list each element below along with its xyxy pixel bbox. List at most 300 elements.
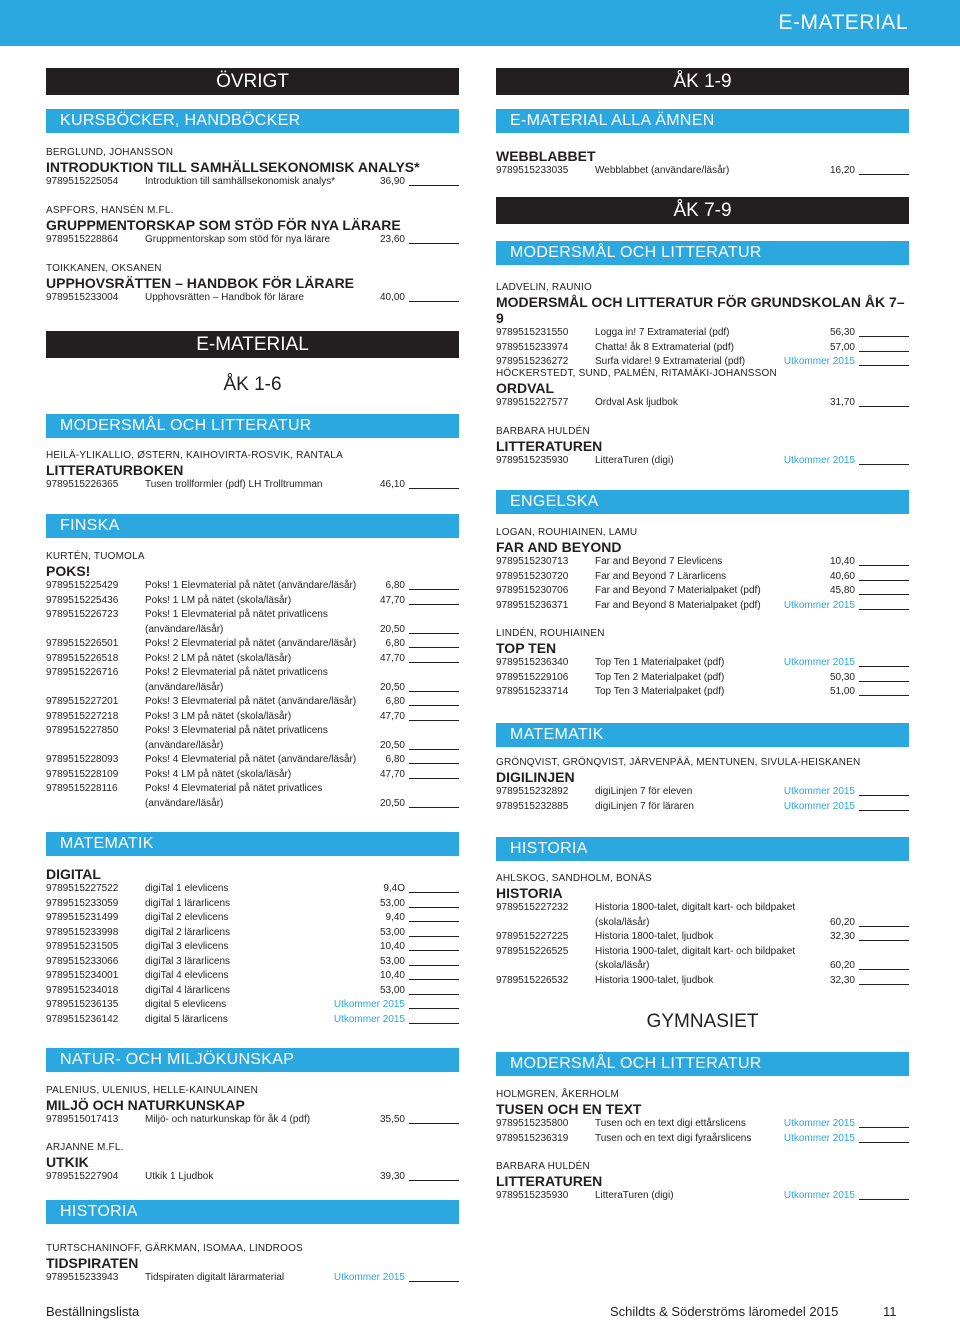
price: 40,00 (379, 292, 405, 303)
product-title: HISTORIA (496, 885, 563, 901)
product-row (46, 652, 459, 667)
quantity-line[interactable] (859, 336, 909, 337)
product-title: ORDVAL (496, 380, 555, 396)
item-description: Webblabbet (användare/läsår) (595, 165, 730, 176)
quantity-line[interactable] (859, 580, 909, 581)
isbn: 9789515235800 (496, 1118, 569, 1129)
product-row (496, 164, 909, 179)
authors: PALENIUS, ULENIUS, HELLE-KAINULAINEN (46, 1085, 259, 1096)
item-description: Historia 1800-talet, ljudbok (595, 931, 714, 942)
quantity-line[interactable] (859, 351, 909, 352)
authors: ARJANNE M.FL. (46, 1142, 124, 1153)
isbn: 9789515230706 (496, 585, 569, 596)
item-description: digiTal 1 lärarlicens (145, 897, 231, 909)
quantity-line[interactable] (859, 940, 909, 941)
product-row (46, 969, 459, 984)
price: 10,40 (379, 941, 405, 952)
product-r8 (496, 872, 909, 988)
item-description: Ordval Ask ljudbok (595, 397, 678, 408)
isbn: 9789515228864 (46, 234, 119, 245)
price: 53,00 (379, 984, 405, 996)
item-description: digiTal 2 lärarlicens (145, 926, 231, 938)
item-description: (skola/läsår) (595, 960, 650, 971)
product-title: FAR AND BEYOND (496, 539, 622, 555)
quantity-line[interactable] (409, 589, 459, 590)
quantity-line[interactable] (409, 488, 459, 489)
quantity-line[interactable] (409, 807, 459, 808)
coming-soon-label: Utkommer 2015 (783, 356, 855, 367)
coming-soon-label: Utkommer 2015 (783, 1118, 855, 1129)
isbn: 9789515227225 (496, 931, 569, 942)
item-description: Poks! 2 LM på nätet (skola/läsår) (145, 652, 292, 664)
isbn: 9789515233714 (496, 686, 569, 697)
item-description: Poks! 3 LM på nätet (skola/läsår) (145, 710, 292, 722)
quantity-line[interactable] (859, 666, 909, 667)
item-description: Poks! 2 Elevmaterial på nätet privatlicens (145, 667, 328, 678)
quantity-line[interactable] (409, 965, 459, 966)
price: 20,50 (379, 623, 405, 635)
authors: HOLMGREN, ÅKERHOLM (496, 1089, 620, 1100)
coming-soon-label: Utkommer 2015 (783, 786, 855, 797)
product-row (496, 916, 909, 931)
quantity-line[interactable] (409, 662, 459, 663)
product-r4 (496, 425, 909, 469)
modersmal-bar: MODERSMÅL OCH LITTERATUR (46, 414, 459, 438)
product-row (46, 768, 459, 783)
product-p2 (46, 204, 459, 248)
price: 6,80 (385, 638, 405, 649)
price: 40,60 (829, 570, 855, 582)
quantity-line[interactable] (409, 892, 459, 893)
product-row (46, 739, 459, 754)
price: 47,70 (379, 710, 405, 722)
isbn: 9789515232892 (496, 786, 569, 797)
product-row (46, 998, 459, 1013)
isbn: 9789515236272 (496, 356, 569, 367)
price: 35,50 (379, 1114, 405, 1125)
ak16-heading: ÅK 1-6 (223, 374, 282, 395)
price: 47,70 (379, 768, 405, 780)
price: 23,60 (379, 234, 405, 245)
product-r7 (496, 756, 909, 814)
product-title: UPPHOVSRÄTTEN – HANDBOK FÖR LÄRARE (46, 275, 355, 291)
price: 10,40 (829, 556, 855, 567)
item-description: digital 5 elevlicens (145, 999, 227, 1010)
item-description: digital 5 lärarlicens (145, 1013, 228, 1025)
product-p9 (46, 1242, 459, 1286)
authors: TOIKKANEN, OKSANEN (46, 263, 162, 274)
authors: HÖCKERSTEDT, SUND, PALMÉN, RITAMÄKI-JOHANSSON (496, 368, 777, 379)
product-row (496, 656, 909, 671)
product-row (46, 1113, 459, 1128)
item-description: Historia 1800-talet, digitalt kart- och bildpaket (595, 902, 796, 913)
item-description: digiTal 3 lärarlicens (145, 955, 231, 967)
quantity-line[interactable] (859, 609, 909, 610)
product-r3 (496, 367, 909, 411)
item-description: Poks! 3 Elevmaterial på nätet (användare/läsår) (145, 696, 357, 707)
footer-page-number: 11 (883, 1304, 897, 1319)
item-description: (användare/läsår) (145, 797, 224, 809)
product-row (46, 1013, 459, 1028)
quantity-line[interactable] (859, 464, 909, 465)
item-description: Top Ten 1 Materialpaket (pdf) (595, 657, 725, 668)
item-description: Poks! 4 Elevmaterial på nätet (användare/läsår) (145, 754, 357, 765)
item-description: Upphovsrätten – Handbok för lärare (145, 292, 304, 303)
price: 32,30 (829, 974, 855, 986)
price: 6,80 (385, 754, 405, 765)
product-title: WEBBLABBET (496, 148, 596, 164)
isbn: 9789515226716 (46, 667, 119, 678)
price: 20,50 (379, 739, 405, 751)
price: 20,50 (379, 681, 405, 693)
product-row (46, 175, 459, 190)
item-description: digiLinjen 7 för läraren (595, 800, 694, 812)
product-row (496, 584, 909, 599)
item-description: Chatta! åk 8 Extramaterial (pdf) (595, 341, 734, 353)
ak79-heading: ÅK 7-9 (496, 197, 909, 224)
item-description: Far and Beyond 7 Elevlicens (595, 556, 723, 567)
quantity-line[interactable] (409, 763, 459, 764)
item-description: LitteraTuren (digi) (595, 455, 674, 466)
price: 47,70 (379, 594, 405, 606)
product-row (46, 710, 459, 725)
engelska-bar: ENGELSKA (496, 490, 909, 514)
product-title: POKS! (46, 563, 91, 579)
isbn: 9789515227904 (46, 1171, 119, 1182)
isbn: 9789515227850 (46, 725, 119, 736)
product-title: LITTERATURBOKEN (46, 462, 184, 478)
product-row (46, 897, 459, 912)
product-title: DIGITAL (46, 866, 101, 882)
price: 53,00 (379, 955, 405, 967)
item-description: Utkik 1 Ljudbok (145, 1171, 214, 1182)
coming-soon-label: Utkommer 2015 (783, 1132, 855, 1144)
product-row (496, 599, 909, 614)
product-row (496, 454, 909, 469)
product-title: DIGILINJEN (496, 769, 575, 785)
modersmal2-bar: MODERSMÅL OCH LITTERATUR (496, 1052, 909, 1076)
product-row (46, 1170, 459, 1185)
isbn: 9789515231505 (46, 941, 119, 952)
product-title: TUSEN OCH EN TEXT (496, 1101, 642, 1117)
isbn: 9789515227201 (46, 696, 119, 707)
price: 60,20 (829, 960, 855, 971)
quantity-line[interactable] (409, 1023, 459, 1024)
historia-bar: HISTORIA (46, 1200, 459, 1224)
item-description: Far and Beyond 7 Lärarlicens (595, 570, 727, 582)
item-description: (skola/läsår) (595, 916, 650, 928)
quantity-line[interactable] (409, 633, 459, 634)
isbn: 9789515236371 (496, 599, 569, 611)
quantity-line[interactable] (409, 936, 459, 937)
quantity-line[interactable] (409, 994, 459, 995)
footer-left: Beställningslista (46, 1304, 140, 1319)
ovrigt-heading: ÖVRIGT (46, 68, 459, 95)
item-description: Gruppmentorskap som stöd för nya lärare (145, 234, 331, 245)
quantity-line[interactable] (409, 604, 459, 605)
price: 47,70 (379, 652, 405, 664)
isbn: 9789515226525 (496, 945, 569, 957)
authors: LOGAN, ROUHIAINEN, LAMU (496, 527, 638, 538)
coming-soon-label: Utkommer 2015 (333, 999, 405, 1010)
quantity-line[interactable] (859, 1142, 909, 1143)
product-row (46, 291, 459, 306)
product-row (46, 594, 459, 609)
isbn: 9789515228116 (46, 783, 118, 794)
product-title: MILJÖ OCH NATURKUNSKAP (46, 1097, 245, 1113)
product-row (46, 782, 459, 797)
natur-bar: NATUR- OCH MILJÖKUNSKAP (46, 1048, 459, 1072)
quantity-line[interactable] (859, 926, 909, 927)
quantity-line[interactable] (409, 705, 459, 706)
isbn: 9789515228093 (46, 754, 119, 765)
price: 9,40 (385, 912, 405, 923)
product-title: LITTERATUREN (496, 438, 603, 454)
product-row (46, 478, 459, 493)
quantity-line[interactable] (409, 691, 459, 692)
isbn: 9789515233943 (46, 1272, 119, 1283)
gymnasiet-heading: GYMNASIET (646, 1011, 759, 1032)
item-description: digiLinjen 7 för eleven (595, 786, 693, 797)
product-row (496, 1189, 909, 1204)
quantity-line[interactable] (409, 921, 459, 922)
coming-soon-label: Utkommer 2015 (783, 657, 855, 668)
item-description: Poks! 4 LM på nätet (skola/läsår) (145, 768, 292, 780)
product-row (496, 930, 909, 945)
item-description: Tusen och en text digi fyraårslicens (595, 1132, 752, 1144)
product-row (46, 724, 459, 739)
authors: LADVELIN, RAUNIO (496, 282, 593, 293)
price: 60,20 (829, 916, 855, 928)
quantity-line[interactable] (409, 1180, 459, 1181)
authors: BERGLUND, JOHANSSON (46, 147, 174, 158)
product-row (46, 637, 459, 652)
product-row (496, 396, 909, 411)
authors: HEILÄ-YLIKALLIO, ØSTERN, KAIHOVIRTA-ROSVIK, RANTALA (46, 450, 343, 461)
price: 50,30 (829, 671, 855, 683)
product-title: LITTERATUREN (496, 1173, 603, 1189)
isbn: 9789515235930 (496, 1190, 569, 1201)
price: 6,80 (385, 696, 405, 707)
isbn: 9789515236319 (496, 1132, 569, 1144)
top-band-label: E-MATERIAL (778, 11, 908, 34)
item-description: digiTal 1 elevlicens (145, 883, 229, 894)
product-row (496, 341, 909, 356)
product-row (496, 945, 909, 960)
quantity-line[interactable] (409, 749, 459, 750)
quantity-line[interactable] (859, 681, 909, 682)
quantity-line[interactable] (859, 565, 909, 566)
isbn: 9789515226532 (496, 974, 569, 986)
price: 16,20 (829, 165, 855, 176)
product-title: TIDSPIRATEN (46, 1255, 139, 1271)
quantity-line[interactable] (409, 907, 459, 908)
quantity-line[interactable] (409, 979, 459, 980)
product-row (46, 911, 459, 926)
item-description: Introduktion till samhällsekonomisk analys* (145, 176, 336, 187)
product-row (46, 984, 459, 999)
product-title: TOP TEN (496, 640, 557, 656)
price: 10,40 (379, 970, 405, 981)
coming-soon-label: Utkommer 2015 (333, 1272, 405, 1283)
historia-bar-right: HISTORIA (496, 837, 909, 861)
emat-heading: E-MATERIAL (46, 331, 459, 358)
quantity-line[interactable] (859, 984, 909, 985)
price: 6,80 (385, 580, 405, 591)
quantity-line[interactable] (409, 778, 459, 779)
price: 31,70 (829, 397, 855, 408)
quantity-line[interactable] (859, 795, 909, 796)
isbn: 9789515227232 (496, 902, 569, 913)
quantity-line[interactable] (409, 185, 459, 186)
price: 56,30 (829, 327, 855, 338)
coming-soon-label: Utkommer 2015 (783, 1190, 855, 1201)
authors: BARBARA HULDÉN (496, 426, 590, 437)
product-row (496, 671, 909, 686)
isbn: 9789515226518 (46, 652, 119, 664)
quantity-line[interactable] (409, 720, 459, 721)
item-description: (användare/läsår) (145, 623, 224, 635)
quantity-line[interactable] (859, 810, 909, 811)
authors: ASPFORS, HANSÉN M.FL. (46, 205, 174, 216)
item-description: Top Ten 2 Materialpaket (pdf) (595, 671, 725, 683)
authors: KURTÉN, TUOMOLA (46, 551, 145, 562)
quantity-line[interactable] (409, 1281, 459, 1282)
isbn: 9789515233998 (46, 926, 119, 938)
product-row (496, 959, 909, 974)
price: 57,00 (829, 341, 855, 353)
quantity-line[interactable] (859, 969, 909, 970)
coming-soon-label: Utkommer 2015 (783, 599, 855, 611)
item-description: Tusen och en text digi ettårslicens (595, 1118, 746, 1129)
isbn: 9789515225436 (46, 594, 119, 606)
product-r2 (496, 281, 909, 370)
isbn: 9789515225429 (46, 580, 119, 591)
item-description: Tidspiraten digitalt lärarmaterial (145, 1272, 285, 1283)
quantity-line[interactable] (859, 365, 909, 366)
price: 46,10 (379, 479, 405, 490)
item-description: Far and Beyond 7 Materialpaket (pdf) (595, 585, 761, 596)
authors: LINDÉN, ROUHIAINEN (496, 628, 605, 639)
matematik-bar: MATEMATIK (46, 832, 459, 856)
isbn: 9789515236340 (496, 657, 569, 668)
product-p4 (46, 449, 459, 493)
product-row (496, 1117, 909, 1132)
price: 39,30 (379, 1171, 405, 1182)
isbn: 9789515233035 (496, 165, 569, 176)
product-r5 (496, 526, 909, 613)
item-description: Poks! 3 Elevmaterial på nätet privatlicens (145, 725, 328, 736)
price: 20,50 (379, 797, 405, 809)
quantity-line[interactable] (409, 1008, 459, 1009)
price: 51,00 (829, 686, 855, 697)
product-p8 (46, 1141, 459, 1185)
top-band (0, 0, 960, 46)
product-p3 (46, 262, 459, 306)
quantity-line[interactable] (409, 950, 459, 951)
quantity-line[interactable] (859, 1127, 909, 1128)
item-description: Miljö- och naturkunskap för åk 4 (pdf) (145, 1114, 311, 1125)
product-row (46, 233, 459, 248)
authors: BARBARA HULDÉN (496, 1161, 590, 1172)
product-row (46, 940, 459, 955)
product-row (46, 882, 459, 897)
product-row (496, 685, 909, 700)
isbn: 9789515226501 (46, 638, 119, 649)
isbn: 9789515230720 (496, 570, 569, 582)
coming-soon-label: Utkommer 2015 (783, 455, 855, 466)
isbn: 9789515233066 (46, 955, 119, 967)
item-description: digiTal 3 elevlicens (145, 941, 229, 952)
item-description: Far and Beyond 8 Materialpaket (pdf) (595, 599, 761, 611)
isbn: 9789515225054 (46, 176, 119, 187)
footer-publisher: Schildts & Söderströms läromedel 2015 (610, 1304, 839, 1319)
quantity-line[interactable] (409, 243, 459, 244)
product-p6 (46, 866, 459, 1027)
isbn: 9789515233059 (46, 897, 119, 909)
isbn: 9789515234001 (46, 970, 119, 981)
quantity-line[interactable] (859, 174, 909, 175)
coming-soon-label: Utkommer 2015 (783, 800, 855, 812)
quantity-line[interactable] (859, 1199, 909, 1200)
item-description: Poks! 1 Elevmaterial på nätet (användare/läsår) (145, 580, 357, 591)
quantity-line[interactable] (409, 301, 459, 302)
item-description: Surfa vidare! 9 Extramaterial (pdf) (595, 356, 746, 367)
allaamnen-bar: E-MATERIAL ALLA ÄMNEN (496, 109, 909, 133)
product-title: UTKIK (46, 1154, 89, 1170)
item-description: Poks! 1 Elevmaterial på nätet privatlicens (145, 609, 328, 620)
item-description: digiTal 2 elevlicens (145, 912, 229, 923)
isbn: 9789515227577 (496, 397, 569, 408)
quantity-line[interactable] (409, 1123, 459, 1124)
isbn: 9789515227218 (46, 710, 119, 722)
quantity-line[interactable] (409, 647, 459, 648)
product-row (46, 695, 459, 710)
product-r6 (496, 627, 909, 700)
isbn: 9789515227522 (46, 883, 119, 894)
item-description: Tusen trollformler (pdf) LH Trolltrumman (145, 479, 323, 490)
product-row (46, 926, 459, 941)
coming-soon-label: Utkommer 2015 (333, 1013, 405, 1025)
product-row (46, 753, 459, 768)
product-row (46, 1271, 459, 1286)
quantity-line[interactable] (859, 594, 909, 595)
authors: GRÖNQVIST, GRÖNQVIST, JÄRVENPÄÄ, MENTUNEN, SIVULA-HEISKANEN (496, 757, 861, 768)
product-row (496, 785, 909, 800)
product-row (496, 570, 909, 585)
price: 9,4O (383, 883, 405, 894)
item-description: (användare/läsår) (145, 739, 224, 751)
authors: TURTSCHANINOFF, GÄRKMAN, ISOMAA, LINDROOS (46, 1243, 303, 1254)
price: 36,90 (379, 176, 405, 187)
product-p1 (46, 146, 459, 190)
product-row (496, 326, 909, 341)
item-description: (användare/läsår) (145, 681, 224, 693)
isbn: 9789515230713 (496, 556, 569, 567)
product-title: MODERSMÅL OCH LITTERATUR FÖR GRUNDSKOLAN ÅK 7–9 (496, 294, 905, 326)
modersmal-bar-right: MODERSMÅL OCH LITTERATUR (496, 241, 909, 265)
quantity-line[interactable] (859, 406, 909, 407)
item-description: LitteraTuren (digi) (595, 1190, 674, 1201)
product-row (46, 666, 459, 681)
finska-bar: FINSKA (46, 514, 459, 538)
price: 53,00 (379, 926, 405, 938)
item-description: Historia 1900-talet, digitalt kart- och bildpaket (595, 945, 796, 957)
quantity-line[interactable] (859, 695, 909, 696)
product-row (496, 901, 909, 916)
item-description: Top Ten 3 Materialpaket (pdf) (595, 686, 725, 697)
isbn: 9789515233974 (496, 341, 569, 353)
